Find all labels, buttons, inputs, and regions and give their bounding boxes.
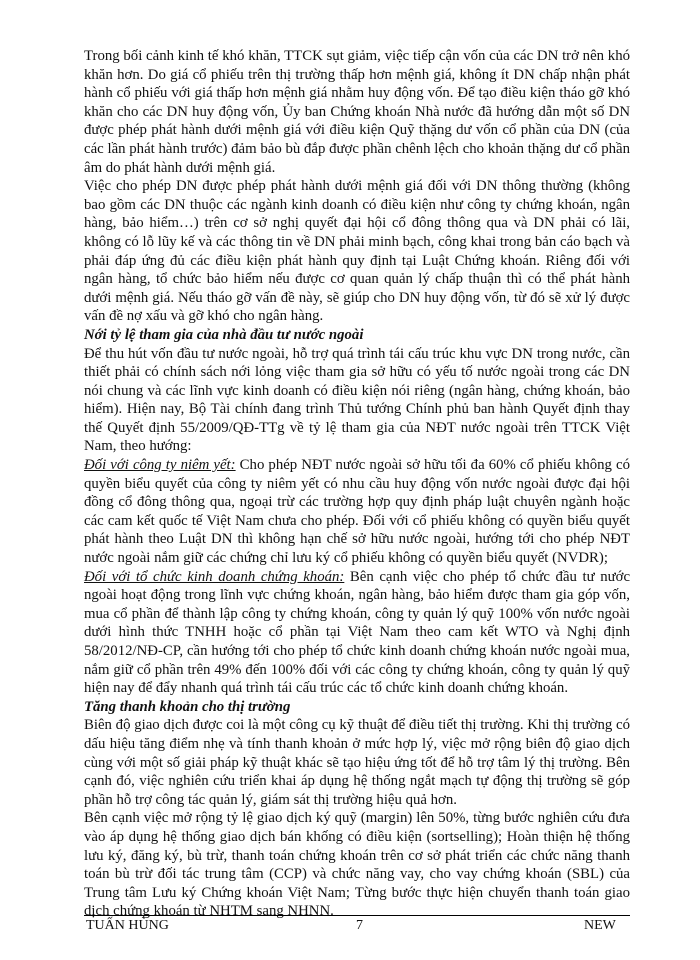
section-heading-liquidity: Tăng thanh khoản cho thị trường	[84, 698, 291, 715]
paragraph-5-text: Bên cạnh việc cho phép tổ chức đầu tư nước ngoài hoạt động trong lĩnh vực chứng khoán, ngân hàng, bảo hiểm được tham gia góp vốn, mua cổ phần để thành lập công ty chứng khoán, công ty quản lý quỹ 100% vốn nước ngoài dưới hình thức TNHH hoặc cổ phần tại Việt Nam theo cam kết WTO và Nghị định 58/2012/NĐ-CP, cần hướng tới cho phép tổ chức kinh doanh chứng khoán nước ngoài mua, nắm giữ cổ phần trên 49% đến 100% đối với các công ty chứng khoán, công ty quản lý quỹ hiện nay để đẩy nhanh quá trình tái cấu trúc các tổ chức kinh doanh chứng khoán.	[84, 568, 631, 697]
paragraph-4-lead: Đối với công ty niêm yết:	[84, 457, 236, 474]
paragraph-3: Để thu hút vốn đầu tư nước ngoài, hỗ trợ quá trình tái cấu trúc khu vực DN trong nước, cần thiết phải có chính sách nới lỏng việc tham gia sở hữu có yếu tố nước ngoài trong các DN nói chung và các lĩnh vực kinh doanh có điều kiện nói riêng (ngân hàng, chứng khoán, bảo hiểm). Hiện nay, Bộ Tài chính đang trình Thủ tướng Chính phủ ban hành Quyết định thay thế Quyết định 55/2009/QĐ-TTg về tỷ lệ tham gia của NĐT nước ngoài trên TTCK Việt Nam, theo hướng:	[84, 345, 630, 455]
paragraph-2: Việc cho phép DN được phép phát hành dưới mệnh giá đối với DN thông thường (không bao gồm các DN thuộc các ngành kinh doanh có điều kiện như công ty chứng khoán, ngân hàng, bảo hiểm…) trên cơ sở nghị quyết đại hội cổ đông thông qua và DN phải có lãi, không có lỗ lũy kế và các thông tin về DN phải minh bạch, công khai trong bản cáo bạch và phải đáp ứng đủ các điều kiện phát hành quy định tại Luật Chứng khoán. Riêng đối với ngân hàng, tổ chức bảo hiểm nếu được cơ quan quản lý chấp thuận thì có thể phát hành dưới mệnh giá. Nếu tháo gỡ vấn đề này, sẽ giúp cho DN huy động vốn, từ đó sẽ xử lý được vấn đề nợ xấu và gỡ khó cho ngân hàng.	[84, 178, 630, 325]
paragraph-4-text: Cho phép NĐT nước ngoài sở hữu tối đa 60% cổ phiếu không có quyền biểu quyết của công ty niêm yết có nhu cầu huy động vốn nước ngoài được đại hội đồng cổ đông thông qua, ngoại trừ các trường hợp quy định pháp luật chuyên ngành hoặc các cam kết quốc tế Việt Nam chưa cho phép. Đối với cổ phiếu không có quyền biểu quyết phát hành theo Luật DN thì không hạn chế sở hữu nước ngoài, hướng tới cho phép NĐT nước ngoài nắm giữ các chứng chỉ lưu ký cổ phiếu không có quyền biểu quyết (NVDR);	[84, 457, 630, 567]
document-body	[84, 47, 630, 921]
footer-author: TUẤN HÙNG	[86, 918, 169, 933]
footer-right-label: NEW	[584, 918, 616, 933]
footer-page-number: 7	[356, 918, 363, 933]
paragraph-5-lead: Đối với tổ chức kinh doanh chứng khoán:	[84, 568, 345, 585]
paragraph-6: Biên độ giao dịch được coi là một công cụ kỹ thuật để điều tiết thị trường. Khi thị trường có dấu hiệu tăng điểm nhẹ và tính thanh khoản ở mức hợp lý, việc mở rộng biên độ giao dịch cùng với một số giải pháp kỹ thuật khác sẽ tạo hiệu ứng tốt để hỗ trợ tâm lý thị trường. Bên cạnh đó, việc nghiên cứu triển khai áp dụng hệ thống ngắt mạch tự động thị trường sẽ góp phần hỗ trợ công tác quản lý, giám sát thị trường hiệu quả hơn.	[84, 717, 630, 808]
paragraph-4	[84, 456, 630, 568]
paragraph-1: Trong bối cảnh kinh tế khó khăn, TTCK sụt giảm, việc tiếp cận vốn của các DN trở nên khó khăn hơn. Do giá cổ phiếu trên thị trường thấp hơn mệnh giá, không ít DN chấp nhận phát hành cổ phiếu với giá thấp hơn mệnh giá nhằm huy động vốn. Để tạo điều kiện tháo gỡ khó khăn cho các DN huy động vốn, Ủy ban Chứng khoán Nhà nước đã hướng dẫn một số DN được phép phát hành dưới mệnh giá với điều kiện Quỹ thặng dư vốn cổ phần của DN (của các lần phát hành trước) đảm bảo bù đắp được phần chênh lệch cho khoản thặng dư cổ phần âm do phát hành dưới mệnh giá.	[84, 48, 630, 176]
section-heading-foreign-ownership: Nới tỷ lệ tham gia của nhà đầu tư nước ngoài	[84, 326, 364, 343]
footer-divider	[84, 915, 630, 916]
paragraph-7: Bên cạnh việc mở rộng tỷ lệ giao dịch ký quỹ (margin) lên 50%, từng bước nghiên cứu đưa vào áp dụng hệ thống giao dịch bán khống có điều kiện (sortselling); Hoàn thiện hệ thống lưu ký, đăng ký, bù trừ, thanh toán chứng khoán trên cơ sở phát triển các chức năng thanh toán bù trừ đối tác trung tâm (CCP) và chức năng vay, cho vay chứng khoán (SBL) của Trung tâm Lưu ký Chứng khoán Việt Nam; Từng bước thực hiện chuyển thanh toán giao dịch chứng khoán từ NHTM sang NHNN.	[84, 810, 630, 920]
paragraph-5	[84, 568, 630, 698]
